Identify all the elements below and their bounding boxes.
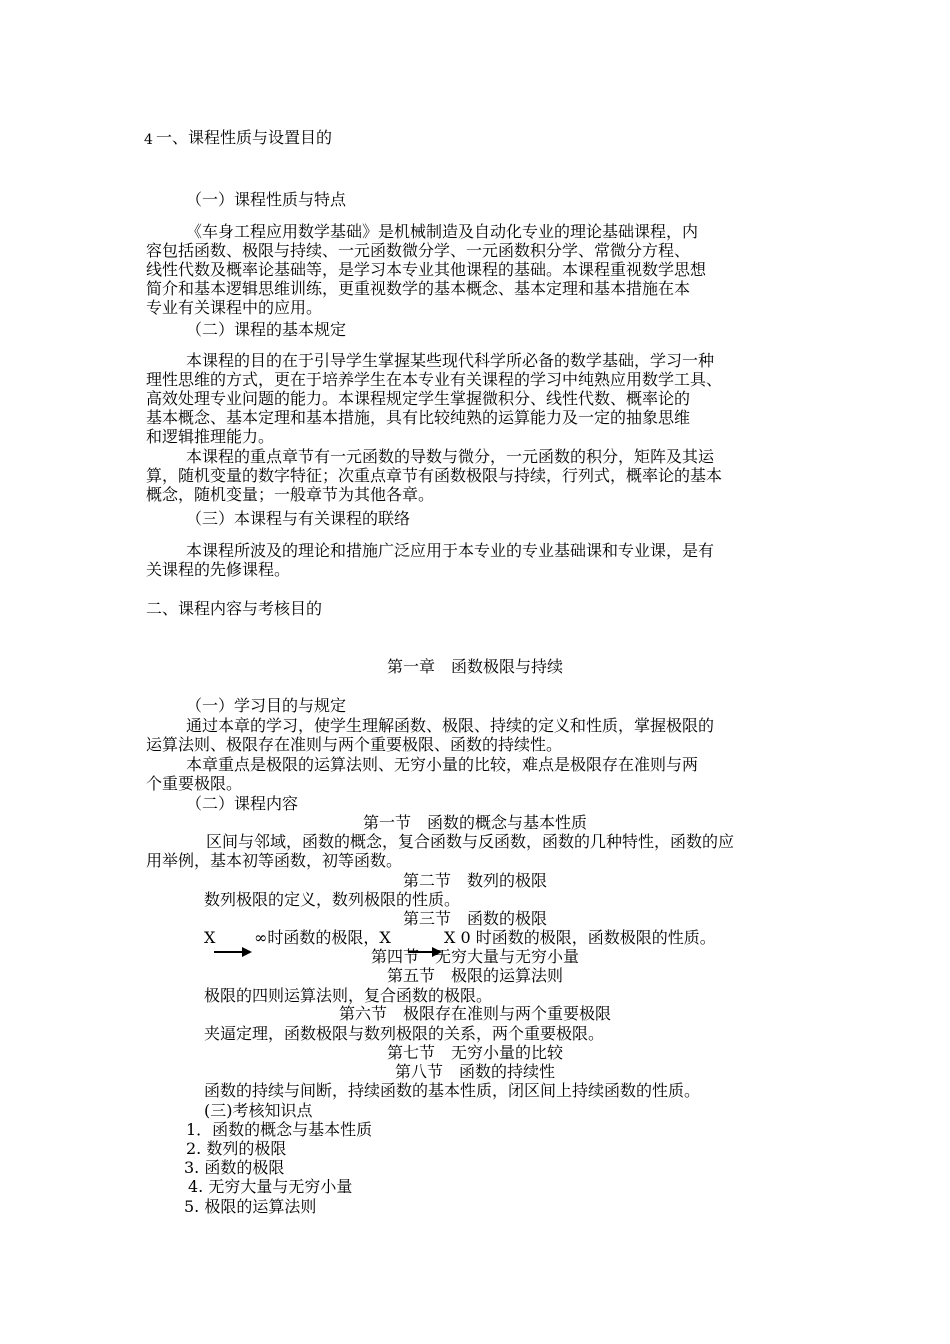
content-title: （二）课程内容 [186,794,299,813]
paragraph-line: 极限的四则运算法则，复合函数的极限。 [204,986,493,1005]
goal-title: （一）学习目的与规定 [186,696,347,715]
list-item: 2. 数列的极限 [186,1139,287,1158]
paragraph-line: 关课程的先修课程。 [146,560,291,579]
list-marker: 4 [144,132,153,148]
list-item: 3. 函数的极限 [184,1158,285,1177]
section-4-title: 第四节 无穷大量与无穷小量 [370,947,579,966]
paragraph-line: 《车身工程应用数学基础》是机械制造及自动化专业的理论基础课程，内 [186,222,699,241]
section-5-title: 第五节 极限的运算法则 [386,966,563,985]
paragraph-line: 算，随机变量的数字特征；次重点章节有函数极限与持续，行列式，概率论的基本 [146,466,723,485]
paragraph-line: 容包括函数、极限与持续、一元函数微分学、一元函数积分学、常微分方程、 [146,241,691,260]
paragraph-line: 本章重点是极限的运算法则、无穷小量的比较，难点是极限存在准则与两 [186,755,699,774]
formula-text-1: ∞时函数的极限，X [254,928,391,947]
paragraph-line: 本课程的重点章节有一元函数的导数与微分，一元函数的积分，矩阵及其运 [186,447,715,466]
section1-heading: 一、课程性质与设置目的 [156,128,333,147]
list-item: 4. 无穷大量与无穷小量 [188,1177,353,1196]
section-2-title: 第二节 数列的极限 [402,871,547,890]
paragraph-line: 高效处理专业问题的能力。本课程规定学生掌握微积分、线性代数、概率论的 [146,389,691,408]
section-6-title: 第六节 极限存在准则与两个重要极限 [338,1004,611,1023]
subsection-1-title: （一）课程性质与特点 [186,190,347,209]
paragraph-line: 和逻辑推理能力。 [146,427,275,446]
subsection-2-title: （二）课程的基本规定 [186,320,347,339]
paragraph-line: 理性思维的方式，更在于培养学生在本专业有关课程的学习中纯熟应用数学工具、 [146,370,723,389]
paragraph-line: 数列极限的定义，数列极限的性质。 [204,890,461,909]
list-item: 1．函数的概念与基本性质 [186,1120,373,1139]
paragraph-line: 夹逼定理，函数极限与数列极限的关系，两个重要极限。 [204,1024,605,1043]
paragraph-line: 专业有关课程中的应用。 [146,298,323,317]
paragraph-line: 区间与邻域，函数的概念，复合函数与反函数，函数的几种特性，函数的应 [206,832,735,851]
section-3-title: 第三节 函数的极限 [402,909,547,928]
paragraph-line: 简介和基本逻辑思维训练，更重视数学的基本概念、基本定理和基本措施在本 [146,279,691,298]
paragraph-line: 个重要极限。 [146,774,243,793]
paragraph-line: 用举例，基本初等函数，初等函数。 [146,851,403,870]
paragraph-line: 函数的持续与间断，持续函数的基本性质，闭区间上持续函数的性质。 [204,1081,701,1100]
paragraph-line: 运算法则、极限存在准则与两个重要极限、函数的持续性。 [146,735,563,754]
section-8-title: 第八节 函数的持续性 [394,1062,555,1081]
assessment-title: (三)考核知识点 [204,1101,313,1120]
paragraph-line: 基本概念、基本定理和基本措施，具有比较纯熟的运算能力及一定的抽象思维 [146,408,691,427]
section-7-title: 第七节 无穷小量的比较 [386,1043,563,1062]
formula-x: X [204,928,216,947]
paragraph-line: 线性代数及概率论基础等，是学习本专业其他课程的基础。本课程重视数学思想 [146,260,707,279]
list-item: 5. 极限的运算法则 [184,1197,317,1216]
paragraph-line: 通过本章的学习，使学生理解函数、极限、持续的定义和性质，掌握极限的 [186,716,715,735]
chapter-title: 第一章 函数极限与持续 [386,657,563,676]
paragraph-line: 本课程所波及的理论和措施广泛应用于本专业的专业基础课和专业课，是有 [186,541,715,560]
subsection-3-title: （三）本课程与有关课程的联络 [186,509,411,528]
paragraph-line: 本课程的目的在于引导学生掌握某些现代科学所必备的数学基础，学习一种 [186,351,715,370]
paragraph-line: 概念，随机变量；一般章节为其他各章。 [146,485,435,504]
section-1-title: 第一节 函数的概念与基本性质 [362,813,587,832]
section2-heading: 二、课程内容与考核目的 [146,599,323,618]
formula-text-2: X 0 时函数的极限，函数极限的性质。 [444,928,716,947]
